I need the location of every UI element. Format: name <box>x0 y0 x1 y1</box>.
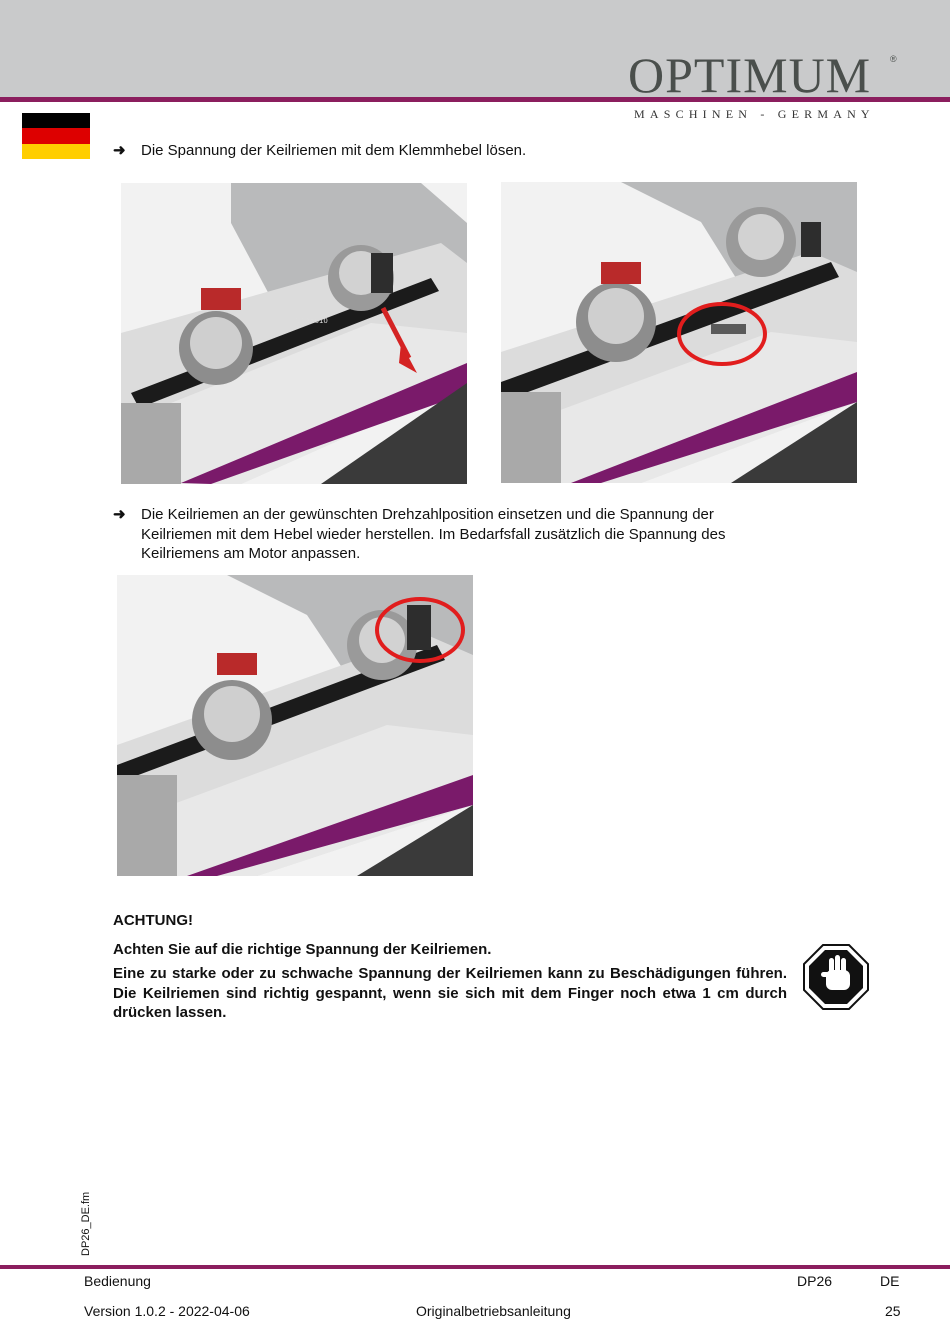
flag-stripe-black <box>22 113 90 128</box>
german-flag-icon <box>22 113 90 159</box>
step-2-text: Die Keilriemen an der gewünschten Drehzahlposition einsetzen und die Spannung der Keilriemen mit dem Hebel wieder herstellen. Im Bedarfsfall zusätzlich die Spannung des Keilriemens am Motor anpassen. <box>141 506 726 562</box>
footer-section: Bedienung <box>84 1273 151 1289</box>
optimum-logo <box>628 47 928 121</box>
belt-image-tension-lever <box>117 575 473 876</box>
warning-line1: Achten Sie auf die richtige Spannung der Keilriemen. <box>113 941 492 958</box>
footer-version: Version 1.0.2 - 2022-04-06 <box>84 1303 250 1319</box>
logo-registered: ® <box>890 54 897 64</box>
arrow-icon: ➜ <box>113 142 126 159</box>
belt-label: V13X610 <box>296 317 328 325</box>
flag-stripe-gold <box>22 144 90 159</box>
footer-lang: DE <box>880 1273 900 1289</box>
warning-body: Eine zu starke oder zu schwache Spannung der Keilriemen kann zu Beschädigungen führen. Die Keilriemen sind richtig gespannt, wenn sie sich mit dem Finger noch etwa 1 cm durch drücken lassen. <box>113 965 787 1021</box>
footer-rule <box>0 1265 950 1269</box>
belt-image-release-lever <box>121 183 467 484</box>
step-1-text: Die Spannung der Keilriemen mit dem Klemmhebel lösen. <box>141 142 527 159</box>
belt-image-lever-highlight <box>501 182 857 483</box>
logo-word: OPTIMUM <box>628 47 872 103</box>
footer-doc-type: Originalbetriebsanleitung <box>416 1303 571 1319</box>
stop-hand-icon <box>803 944 869 1010</box>
arrow-icon: ➜ <box>113 506 126 523</box>
footer-model: DP26 <box>797 1273 833 1289</box>
logo-subtitle: MASCHINEN - GERMANY <box>634 107 875 121</box>
file-tag: DP26_DE.fm <box>80 1191 92 1256</box>
flag-stripe-red <box>22 128 90 143</box>
warning-title: ACHTUNG! <box>113 912 193 929</box>
footer-page-number: 25 <box>885 1303 901 1319</box>
